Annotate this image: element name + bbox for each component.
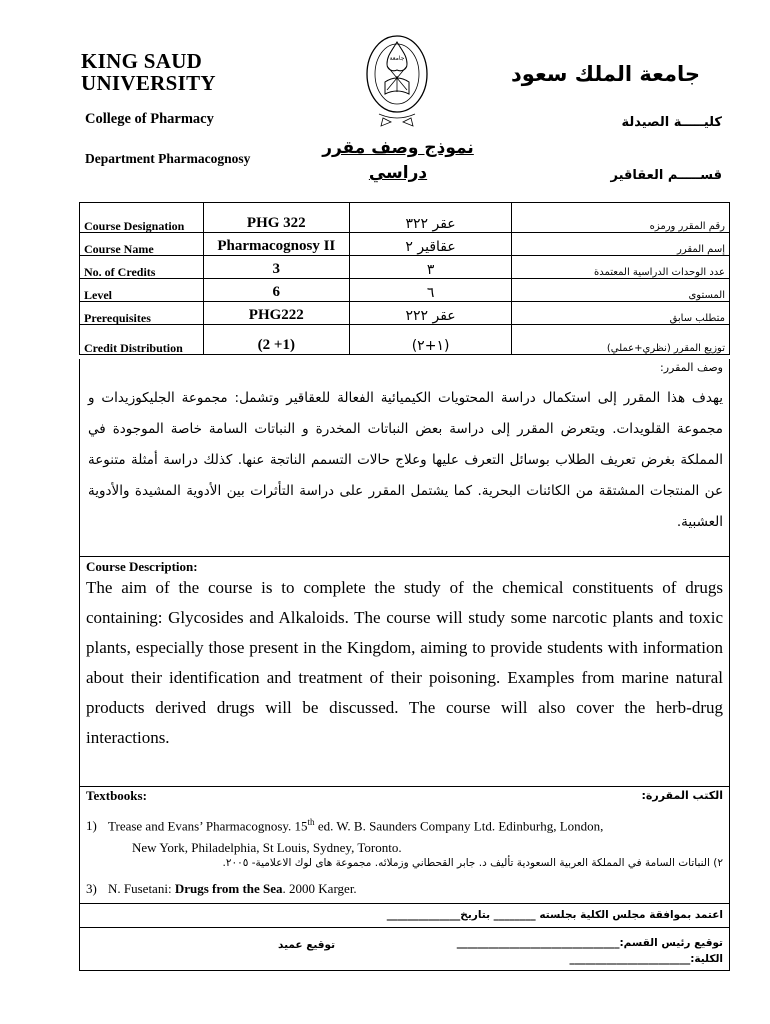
textbook-1-sup: th [307,817,315,827]
course-info-row [80,233,730,256]
divider [80,927,729,928]
course-info-label-en: No. of Credits [80,256,204,279]
course-description-ar-body: يهدف هذا المقرر إلى استكمال دراسة المحتويات الكيميائية الفعالة للعقاقير وتشمل: مجموعة الجليكوزيدات و مجموعة القلويدات. ويتعرض المقرر إلى دراسة بعض النباتات المخدرة و النباتات السامة خاصة الموجودة في المملكة بغرض تعريف الطلاب بوسائل التعرف عليها وعلاج حالات التسمم الناتجة عنها. كذلك دراسة أمثلة متنوعة عن المنتجات المشتقة من الكائنات البحرية. كما يشتمل المقرر على دراسة التأثرات بين الأدوية المشيدة والأدوية العشبية. [88,390,723,530]
form-title-line2: دراسي [368,163,428,183]
form-title [308,136,488,186]
course-info-row [80,302,730,325]
divider [80,903,729,904]
course-info-label-en: Course Name [80,233,204,256]
textbooks-section [79,786,730,971]
course-description-en-body: The aim of the course is to complete the study of the chemical constituents of drugs containing: Glycosides and Alkaloids. The course will study some narcotic plants and toxic plants, especially those present in the Kingdom, aiming to provide students with information about their identification and treatment of their poisoning. Examples from marine natural products derived drugs will be discussed. The course will also cover the herb-drug interactions. [86,578,723,747]
textbook-1-publisher: ed. W. B. Saunders Company Ltd. Edinburhg, London, [314,818,604,834]
textbook-3-author: N. Fusetani: [108,881,175,896]
course-info-value-ar: ٣ [349,256,512,279]
textbook-3-publisher: . 2000 Karger. [282,881,357,896]
course-info-label-ar: توزيع المقرر (نظري+عملي) [512,325,730,355]
course-info-row [80,203,730,233]
dean-signature: توقيع عميد [278,939,336,951]
document-header [0,0,770,200]
course-info-value-ar: (١+٢) [349,325,512,355]
course-description-ar-section [79,359,730,557]
council-approval-line: اعتمد بموافقة مجلس الكلية بجلسته ________ بتاريخ______________ [386,909,723,921]
course-info-value-en: (2 +1) [203,325,349,355]
textbook-1 [86,811,709,859]
textbook-1-number: 1) [86,818,97,834]
college-name-en: College of Pharmacy [85,111,214,127]
department-name-ar: قســـــم العقاقير [610,168,722,183]
course-info-value-en: Pharmacognosy II [203,233,349,256]
course-info-label-ar: عدد الوحدات الدراسية المعتمدة [512,256,730,279]
course-info-value-en: 6 [203,279,349,302]
textbook-2-ar: ٢) النباتات السامة في المملكة العربية السعودية تأليف د. جابر القحطاني وزملائه. مجموعة هاى لوك الاعلامية- ٢٠٠٥. [222,857,723,869]
university-name-ar: جامعة الملك سعود [511,62,700,86]
course-description-en-heading: Course Description: [86,559,198,574]
course-info-value-ar: ٦ [349,279,512,302]
textbook-3-title: Drugs from the Sea [174,881,283,896]
course-info-label-en: Credit Distribution [80,325,204,355]
course-info-table [79,202,730,355]
course-description-en-section [79,556,730,787]
university-name-en: KING SAUD UNIVERSITY [81,49,216,95]
college-signature-label: الكلية:_______________________ [569,953,723,965]
course-info-row [80,279,730,302]
course-info-label-ar: رقم المقرر ورمزه [512,203,730,233]
course-info-value-en: PHG 322 [203,203,349,233]
textbook-3 [86,881,357,897]
course-info-label-ar: متطلب سابق [512,302,730,325]
course-info-value-en: 3 [203,256,349,279]
department-head-signature: توقيع رئيس القسم:_______________________________ [456,937,723,949]
svg-text:جامعة: جامعة [389,55,405,62]
course-info-label-en: Course Designation [80,203,204,233]
textbook-1-cities: New York, Philadelphia, St Louis, Sydney, Toronto. [132,840,402,856]
form-title-line1: نموذج وصف مقرر [322,138,474,158]
course-info-value-ar: عقاقير ٢ [349,233,512,256]
textbook-3-number: 3) [86,881,97,896]
course-info-row [80,325,730,355]
textbooks-heading-ar: الكتب المقررة: [641,789,723,802]
course-info-label-en: Level [80,279,204,302]
course-info-value-en: PHG222 [203,302,349,325]
department-name-en: Department Pharmacognosy [85,151,251,166]
course-info-label-ar: المستوى [512,279,730,302]
course-info-value-ar: عقر ٣٢٢ [349,203,512,233]
course-description-ar-heading: وصف المقرر: [660,361,723,374]
course-info-label-en: Prerequisites [80,302,204,325]
course-info-value-ar: عقر ٢٢٢ [349,302,512,325]
course-info-label-ar: إسم المقرر [512,233,730,256]
textbooks-heading-en: Textbooks: [86,788,147,803]
college-name-ar: كليـــــة الصيدلة [621,115,722,130]
textbook-1-title: Trease and Evans’ Pharmacognosy. 15 [108,818,308,834]
course-info-row [80,256,730,279]
king-saud-university-seal-icon [357,30,437,130]
